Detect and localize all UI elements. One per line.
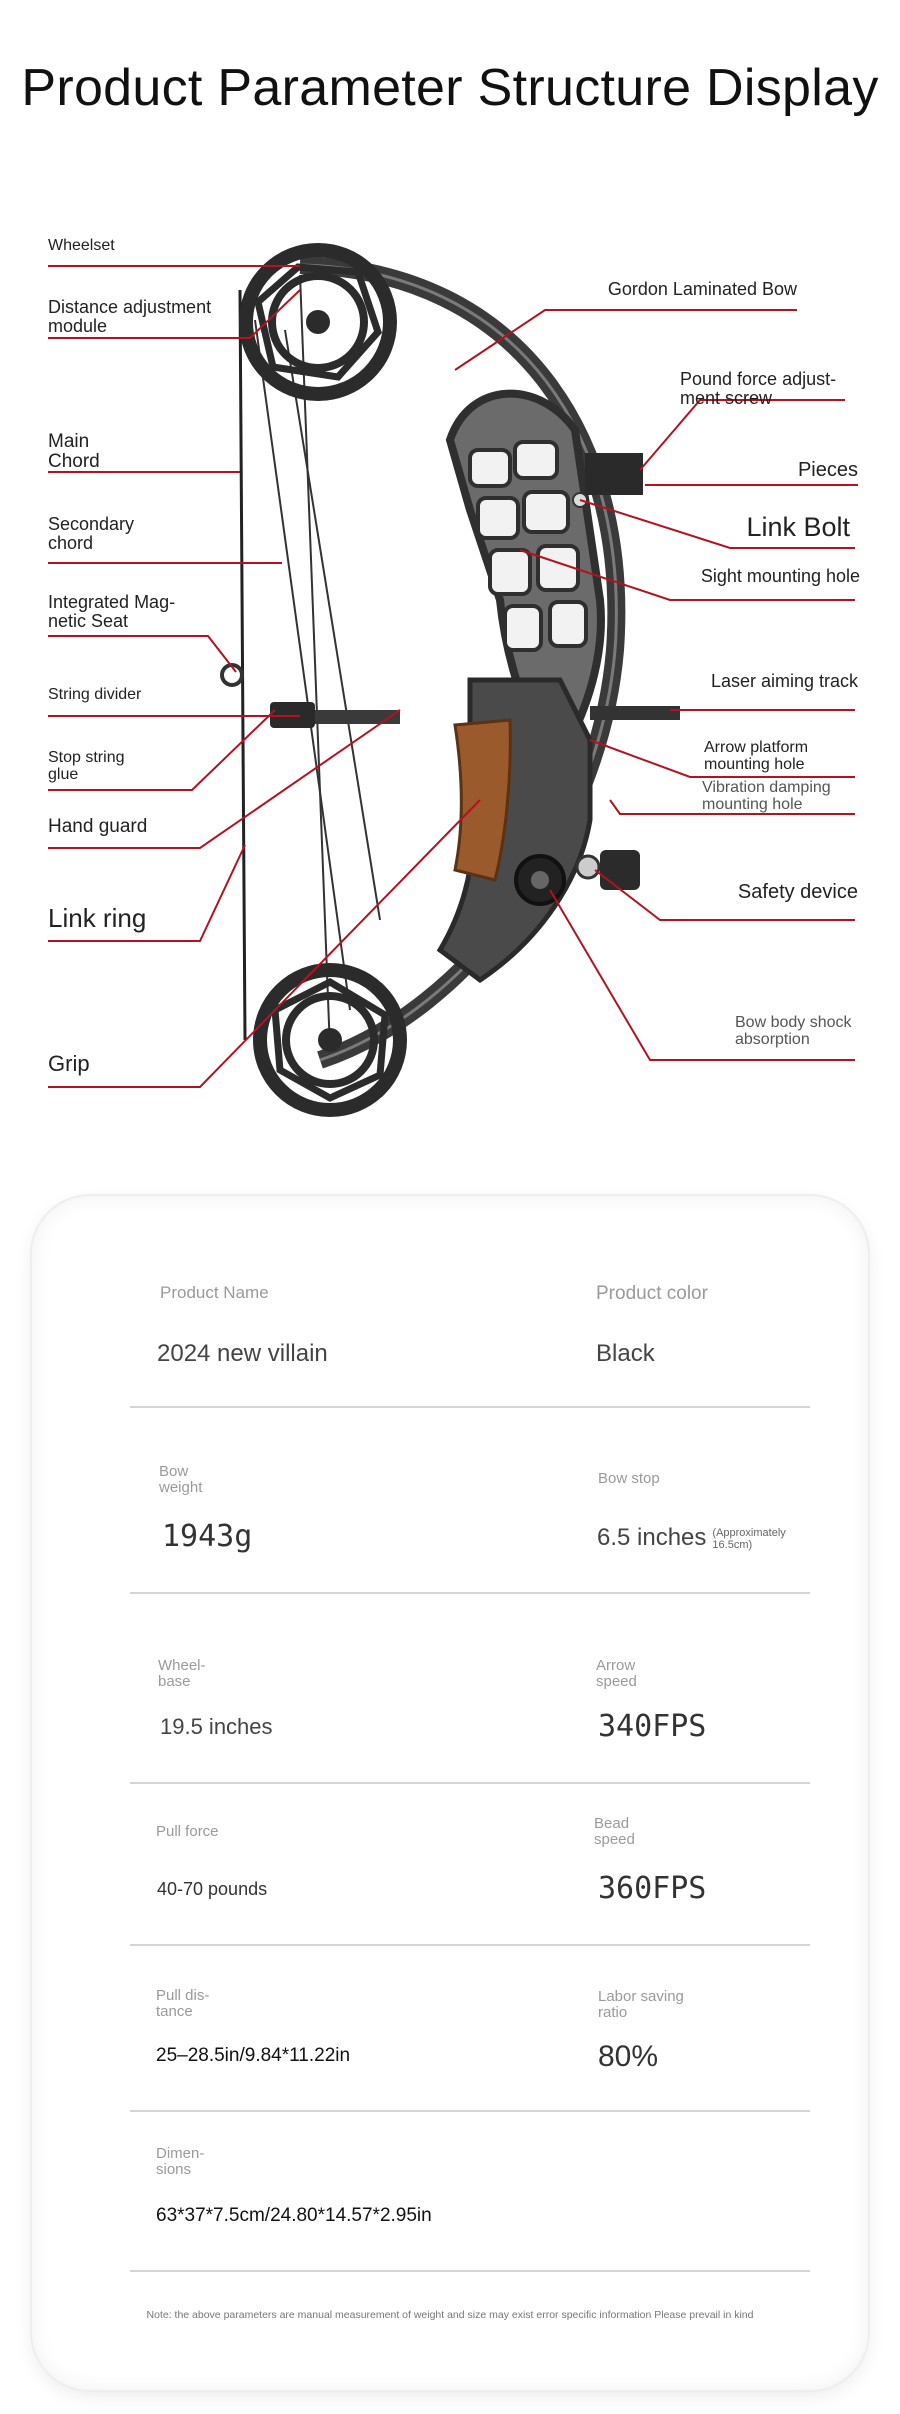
page-title: Product Parameter Structure Display [21, 59, 879, 117]
pull-distance-value: 25–28.5in/9.84*11.22in [156, 2045, 351, 2066]
label-pound-force-screw: Pound force adjust-ment screw [680, 369, 837, 408]
label-distance-module: Distance adjustment module [48, 297, 212, 336]
wheelbase-value: 19.5 inches [160, 1714, 273, 1739]
label-pieces: Pieces [797, 459, 858, 481]
product-name-value: 2024 new villain [157, 1340, 328, 1367]
product-color-label: Product color [596, 1283, 708, 1304]
arrow-speed-label: Arrow speed [596, 1657, 637, 1690]
label-safety-device: Safety device [737, 881, 858, 903]
product-name-label: Product Name [160, 1283, 269, 1302]
bow-stop-note: (Approximately 16.5cm) [712, 1526, 786, 1551]
label-main-chord: Main Chord [48, 431, 100, 472]
label-sight-hole: Sight mounting hole [700, 566, 860, 586]
divider [130, 1592, 810, 1594]
pull-force-label: Pull force [156, 1823, 219, 1840]
label-link-bolt: Link Bolt [746, 512, 850, 542]
wheelbase-label: Wheel-base [158, 1657, 206, 1690]
label-hand-guard: Hand guard [48, 816, 148, 837]
main-chord-string [240, 290, 245, 1040]
spec-card [32, 1196, 868, 2390]
labor-saving-value: 80% [598, 2040, 659, 2073]
bow-stop-label: Bow stop [598, 1470, 660, 1487]
divider [130, 2110, 810, 2112]
divider [130, 1782, 810, 1784]
dimensions-value: 63*37*7.5cm/24.80*14.57*2.95in [156, 2205, 432, 2226]
label-secondary-chord: Secondary chord [48, 514, 135, 553]
bow-weight-label: Bow weight [159, 1463, 203, 1496]
bead-speed-value: 360FPS [598, 1871, 707, 1906]
pull-distance-label: Pull dis-tance [156, 1987, 210, 2020]
label-link-ring: Link ring [48, 903, 147, 933]
bow-weight-value: 1943g [162, 1519, 253, 1554]
laser-track [590, 706, 680, 720]
bead-speed-label: Bead speed [594, 1815, 635, 1848]
label-wheelset: Wheelset [48, 237, 115, 254]
label-gordon-bow: Gordon Laminated Bow [607, 279, 797, 299]
divider [130, 1406, 810, 1408]
product-color-value: Black [596, 1340, 655, 1367]
pull-force-value: 40-70 pounds [157, 1879, 268, 1899]
divider [130, 2270, 810, 2272]
label-string-divider: String divider [48, 686, 142, 703]
label-vibration-damping: Vibration damping mounting hole [702, 779, 831, 813]
bow-structure-diagram [0, 180, 900, 1160]
bow-stop-value: 6.5 inches [597, 1524, 707, 1551]
label-magnetic-seat: Integrated Mag-netic Seat [48, 592, 176, 631]
label-shock-absorption: Bow body shock absorption [735, 1014, 852, 1048]
label-grip: Grip [48, 1051, 90, 1076]
dimensions-label: Dimen-sions [156, 2145, 205, 2178]
label-arrow-platform: Arrow platform mounting hole [704, 739, 809, 773]
bow-stop-value-row [597, 1526, 802, 1551]
disclaimer-note: Note: the above parameters are manual measurement of weight and size may exist error specific information Please prevail in kind [146, 2309, 754, 2321]
labor-saving-label: Labor saving ratio [598, 1988, 684, 2021]
secondary-chord-string [255, 320, 350, 1010]
arrow-speed-value: 340FPS [598, 1709, 707, 1744]
divider [130, 1944, 810, 1946]
label-laser-track: Laser aiming track [710, 671, 858, 691]
sight-bracket [585, 453, 643, 495]
label-stop-string-glue: Stop string glue [48, 749, 125, 783]
